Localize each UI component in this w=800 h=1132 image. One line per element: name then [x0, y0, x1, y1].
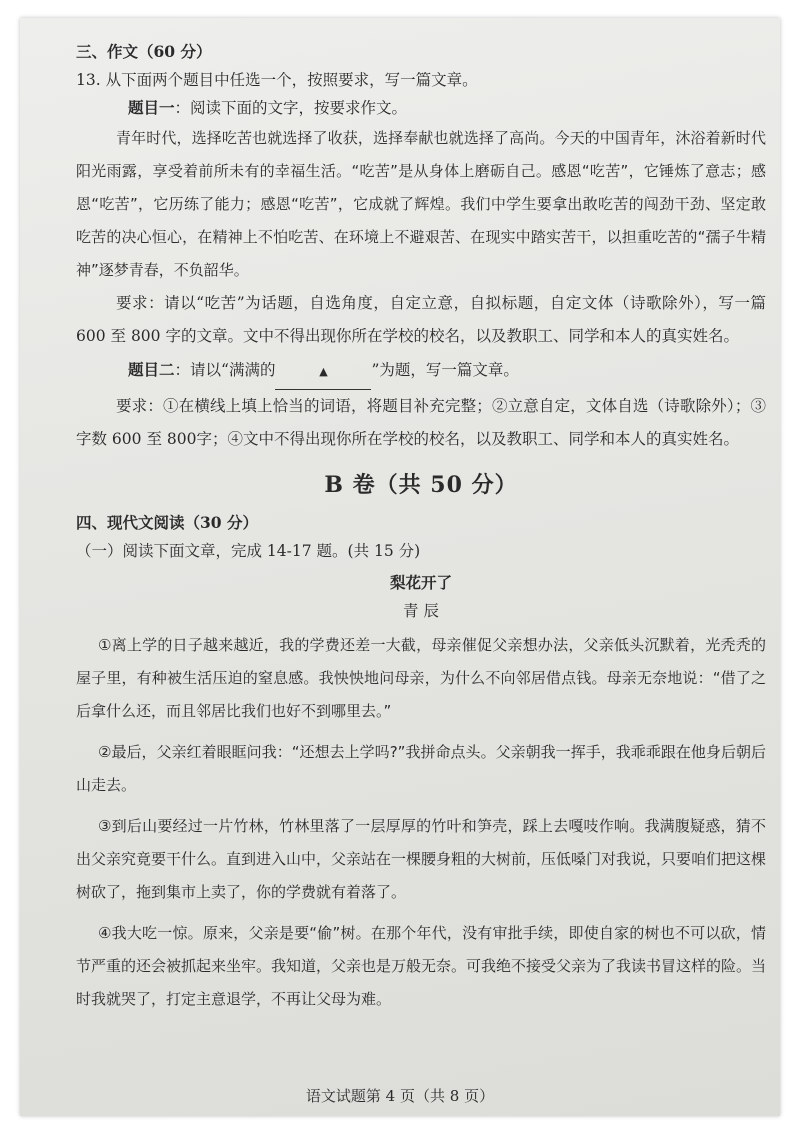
article-title: 梨花开了: [389, 573, 452, 592]
article-author: 青 辰: [403, 602, 439, 620]
volume-b-title: B 卷（共 50 分）: [324, 472, 518, 498]
article-paragraph: ①离上学的日子越来越近，我的学费还差一大截，母亲催促父亲想办法，父亲低头沉默着，光秃秃的屋子里，有种被生活压迫的窒息感。我怏怏地问母亲，为什么不向邻居借点钱。母亲无奈地说：“借了之后拿什么还，而且邻居比我们也好不到哪里去。”: [76, 636, 766, 720]
article-paragraph: ②最后，父亲红着眼眶问我：“还想去上学吗?”我拼命点头。父亲朝我一挥手，我乖乖跟在他身后朝后山走去。: [76, 743, 766, 794]
section4-heading: 四、现代文阅读（30 分）: [76, 513, 258, 532]
topic1-label: 题目一: [128, 98, 175, 117]
topic1-instruction: ：阅读下面的文字，按要求作文。: [174, 99, 408, 117]
article-paragraph: ④我大吃一惊。原来，父亲是要“偷”树。在那个年代，没有审批手续，即使自家的树也不可以砍，情节严重的还会被抓起来坐牢。我知道，父亲也是万般无奈。可我绝不接受父亲为了我读书冒这样的险。当时我就哭了，打定主意退学，不再让父母为难。: [76, 924, 767, 1008]
topic1-passage: 青年时代，选择吃苦也就选择了收获，选择奉献也就选择了高尚。今天的中国青年，沐浴着新时代阳光雨露，享受着前所未有的幸福生活。“吃苦”是从身体上磨砺自己。感恩“吃苦”，它锤炼了意志；感恩“吃苦”，它历练了能力；感恩“吃苦”，它成就了辉煌。我们中学生要拿出敢吃苦的闯劲干劲、坚定敢吃苦的决心恒心，在精神上不怕吃苦、在环境上不避艰苦、在现实中踏实苦干，以担重吃苦的“孺子牛精神”逐梦青春，不负韶华。: [76, 129, 766, 279]
question-13: 13. 从下面两个题目中任选一个，按照要求，写一篇文章。: [76, 71, 478, 89]
article-paragraph: ③到后山要经过一片竹林，竹林里落了一层厚厚的竹叶和笋壳，踩上去嘎吱作响。我满腹疑惑，猜不出父亲究竟要干什么。直到进入山中，父亲站在一棵腰身粗的大树前，压低嗓门对我说，只要咱们把这棵树砍了，拖到集市上卖了，你的学费就有着落了。: [76, 817, 767, 901]
topic2-prefix: ：请以“满满的: [174, 361, 276, 379]
topic2-requirement: 要求：①在横线上填上恰当的词语，将题目补充完整；②立意自定，文体自选（诗歌除外）；③字数 600 至 800字；④文中不得出现你所在学校的校名，以及教职工、同学和本人的真实姓名。: [76, 397, 766, 448]
page-footer: 语文试题第 4 页（共 8 页）: [305, 1087, 495, 1105]
topic2-label: 题目二: [128, 360, 175, 379]
topic2-suffix: ”为题，写一篇文章。: [371, 361, 519, 379]
section3-heading: 三、作文（60 分）: [76, 42, 212, 61]
exam-paper: [20, 18, 780, 1116]
page-content: [76, 38, 766, 1016]
topic2-blank: ▲: [275, 355, 371, 390]
reading-sub1: （一）阅读下面文章，完成 14-17 题。(共 15 分): [76, 542, 421, 560]
topic1-requirement: 要求：请以“吃苦”为话题，自选角度，自定立意，自拟标题，自定文体（诗歌除外），写一篇 600 至 800 字的文章。文中不得出现你所在学校的校名，以及教职工、同学和本人的真实姓名。: [76, 294, 766, 345]
